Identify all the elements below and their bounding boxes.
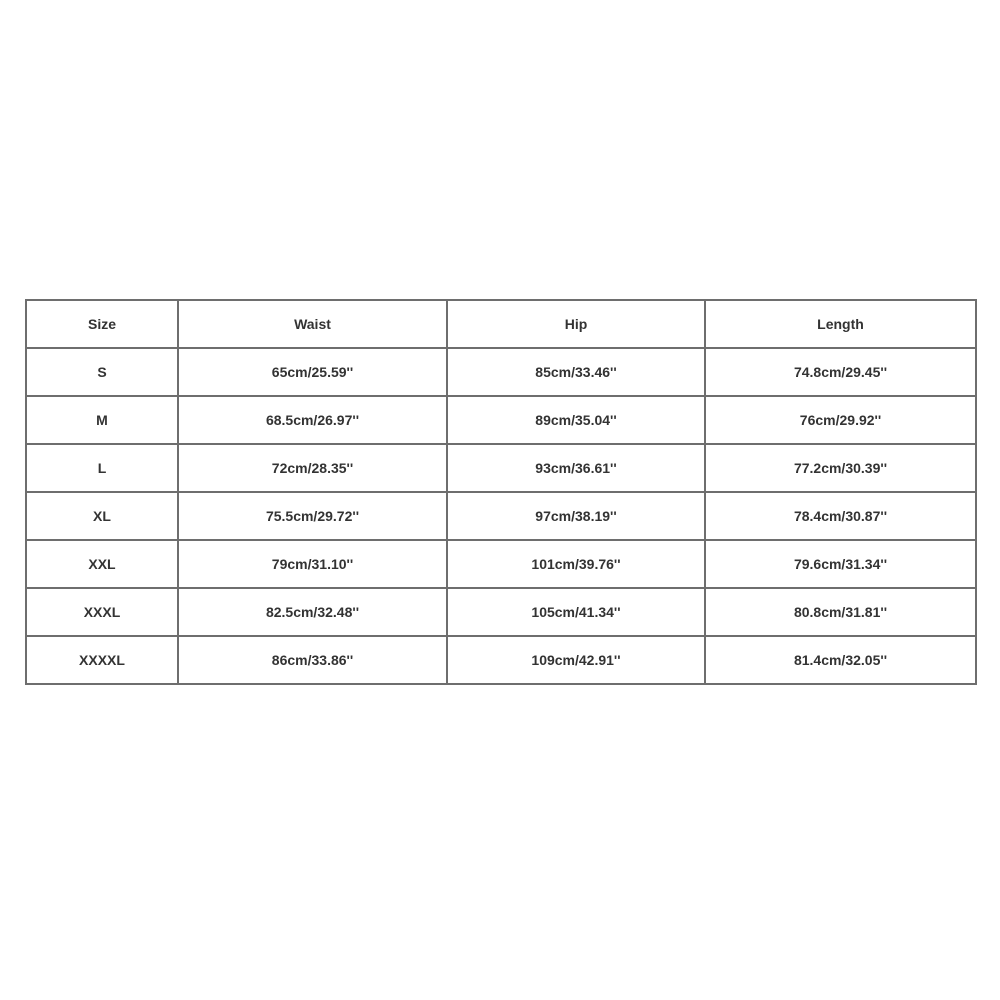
cell-length: 81.4cm/32.05'' bbox=[705, 636, 976, 684]
cell-waist: 86cm/33.86'' bbox=[178, 636, 447, 684]
cell-hip: 97cm/38.19'' bbox=[447, 492, 705, 540]
cell-hip: 105cm/41.34'' bbox=[447, 588, 705, 636]
cell-length: 78.4cm/30.87'' bbox=[705, 492, 976, 540]
cell-length: 77.2cm/30.39'' bbox=[705, 444, 976, 492]
cell-length: 74.8cm/29.45'' bbox=[705, 348, 976, 396]
table-row bbox=[26, 588, 976, 636]
cell-size: XXXXL bbox=[26, 636, 178, 684]
size-chart-table bbox=[25, 299, 977, 685]
cell-waist: 82.5cm/32.48'' bbox=[178, 588, 447, 636]
cell-size: XXXL bbox=[26, 588, 178, 636]
table-row bbox=[26, 444, 976, 492]
cell-waist: 68.5cm/26.97'' bbox=[178, 396, 447, 444]
cell-waist: 65cm/25.59'' bbox=[178, 348, 447, 396]
cell-hip: 109cm/42.91'' bbox=[447, 636, 705, 684]
cell-hip: 101cm/39.76'' bbox=[447, 540, 705, 588]
cell-size: M bbox=[26, 396, 178, 444]
table-row bbox=[26, 636, 976, 684]
cell-size: L bbox=[26, 444, 178, 492]
table-row bbox=[26, 348, 976, 396]
table-header-row bbox=[26, 300, 976, 348]
cell-length: 80.8cm/31.81'' bbox=[705, 588, 976, 636]
table-row bbox=[26, 540, 976, 588]
cell-length: 76cm/29.92'' bbox=[705, 396, 976, 444]
header-waist: Waist bbox=[178, 300, 447, 348]
cell-length: 79.6cm/31.34'' bbox=[705, 540, 976, 588]
header-size: Size bbox=[26, 300, 178, 348]
cell-hip: 85cm/33.46'' bbox=[447, 348, 705, 396]
cell-waist: 79cm/31.10'' bbox=[178, 540, 447, 588]
table-row bbox=[26, 396, 976, 444]
cell-hip: 89cm/35.04'' bbox=[447, 396, 705, 444]
header-length: Length bbox=[705, 300, 976, 348]
cell-waist: 75.5cm/29.72'' bbox=[178, 492, 447, 540]
table-row bbox=[26, 492, 976, 540]
cell-size: XXL bbox=[26, 540, 178, 588]
cell-waist: 72cm/28.35'' bbox=[178, 444, 447, 492]
cell-size: S bbox=[26, 348, 178, 396]
cell-size: XL bbox=[26, 492, 178, 540]
header-hip: Hip bbox=[447, 300, 705, 348]
cell-hip: 93cm/36.61'' bbox=[447, 444, 705, 492]
